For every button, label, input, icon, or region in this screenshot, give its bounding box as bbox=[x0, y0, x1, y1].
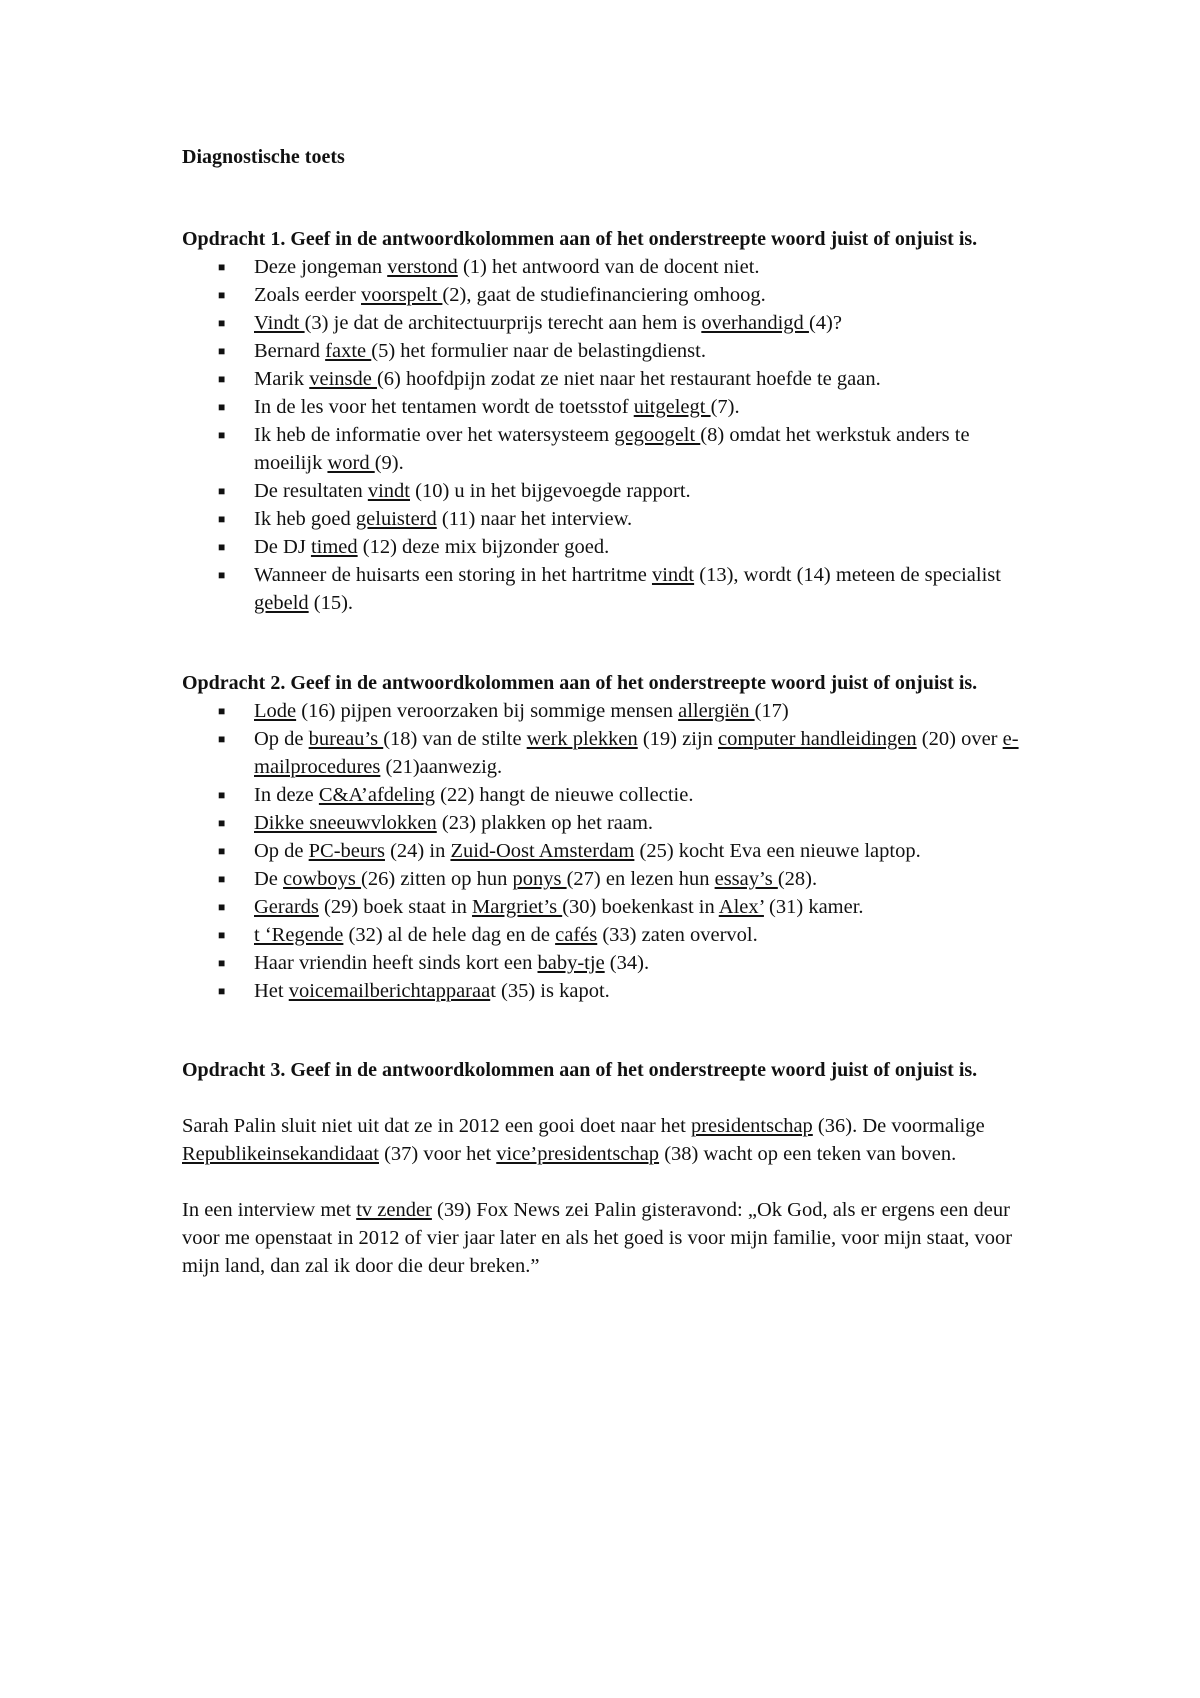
list-item bbox=[218, 893, 1032, 921]
underlined-word: verstond bbox=[387, 256, 458, 278]
square-bullet-icon: ■ bbox=[218, 900, 226, 914]
section-2-heading: Opdracht 2. Geef in de antwoordkolommen aan of het onderstreepte woord juist of onjuist is. bbox=[182, 672, 978, 694]
square-bullet-icon: ■ bbox=[218, 788, 226, 802]
text-segment: (20) over bbox=[916, 728, 1003, 750]
text-segment: (12) deze mix bijzonder goed. bbox=[357, 536, 610, 558]
text-segment: (34). bbox=[604, 952, 650, 974]
underlined-word: baby-tje bbox=[537, 952, 605, 974]
underlined-word: cowboys bbox=[283, 868, 362, 890]
underlined-word: bureau’s bbox=[308, 728, 384, 750]
list-item bbox=[218, 809, 1032, 837]
underlined-word: word bbox=[327, 452, 375, 474]
underlined-word: uitgelegt bbox=[633, 396, 711, 418]
underlined-word: computer handleidingen bbox=[717, 728, 917, 750]
underlined-word: presidentschap bbox=[690, 1115, 813, 1137]
text-segment: Het bbox=[254, 980, 289, 1002]
text-segment: (30) boekenkast in bbox=[562, 896, 719, 918]
underlined-word: werk plekken bbox=[526, 728, 638, 750]
text-segment: (18) van de stilte bbox=[383, 728, 527, 750]
underlined-word: C&A’afdeling bbox=[318, 784, 436, 806]
text-segment: (23) plakken op het raam. bbox=[436, 812, 654, 834]
text-segment: (19) zijn bbox=[637, 728, 718, 750]
text-segment: (5) het formulier naar de belastingdienst. bbox=[371, 340, 706, 362]
list-item bbox=[218, 505, 1032, 533]
list-item bbox=[218, 309, 1032, 337]
list-item bbox=[218, 865, 1032, 893]
text-segment: (32) al de hele dag en de bbox=[343, 924, 556, 946]
text-segment: Ik heb de informatie over het watersysteem bbox=[254, 424, 615, 446]
text-segment: Wanneer de huisarts een storing in het hartritme bbox=[254, 564, 652, 586]
list-item bbox=[218, 781, 1032, 809]
underlined-word: t ‘Regende bbox=[254, 924, 344, 946]
square-bullet-icon: ■ bbox=[218, 928, 226, 942]
list-item bbox=[218, 365, 1032, 393]
square-bullet-icon: ■ bbox=[218, 956, 226, 970]
text-segment: (4)? bbox=[808, 312, 842, 334]
list-item bbox=[218, 337, 1032, 365]
square-bullet-icon: ■ bbox=[218, 816, 226, 830]
document-title: Diagnostische toets bbox=[182, 146, 345, 168]
text-segment: (13), wordt (14) meteen de specialist bbox=[694, 564, 1001, 586]
underlined-word: allergiën bbox=[678, 700, 755, 722]
list-item bbox=[218, 837, 1032, 865]
list-item bbox=[218, 477, 1032, 505]
underlined-word: Dikke sneeuwvlokken bbox=[254, 812, 437, 834]
text-segment: (38) wacht op een teken van boven. bbox=[659, 1143, 957, 1165]
section-2-list bbox=[182, 697, 1032, 1005]
list-item bbox=[218, 253, 1032, 281]
square-bullet-icon: ■ bbox=[218, 704, 226, 718]
underlined-word: faxte bbox=[325, 340, 372, 362]
underlined-word: voicemailberichtapparaa bbox=[288, 980, 491, 1002]
text-segment: (39) Fox News zei Palin gisteravond: „Ok God, als er ergens een deur voor me openstaat in 2012 of vier jaar later en als het goed is voor mijn familie, voor mijn staat, voor mijn land, dan zal ik door die deur breken.” bbox=[182, 1199, 1013, 1277]
underlined-word: tv zender bbox=[356, 1199, 432, 1221]
text-segment: (26) zitten op hun bbox=[361, 868, 513, 890]
list-item bbox=[218, 697, 1032, 725]
underlined-word: essay’s bbox=[714, 868, 778, 890]
text-segment: De bbox=[254, 868, 284, 890]
underlined-word: ponys bbox=[512, 868, 567, 890]
underlined-word: gegoogelt bbox=[614, 424, 701, 446]
underlined-word: vindt bbox=[367, 480, 410, 502]
underlined-word: timed bbox=[310, 536, 358, 558]
square-bullet-icon: ■ bbox=[218, 512, 226, 526]
text-segment: Bernard bbox=[254, 340, 326, 362]
section-3-paragraph bbox=[182, 1196, 1032, 1280]
underlined-word: overhandigd bbox=[701, 312, 809, 334]
underlined-word: veinsde bbox=[309, 368, 377, 390]
text-segment: (33) zaten overvol. bbox=[597, 924, 758, 946]
underlined-word: Alex’ bbox=[718, 896, 764, 918]
text-segment: (24) in bbox=[384, 840, 451, 862]
text-segment: (2), gaat de studiefinanciering omhoog. bbox=[442, 284, 766, 306]
text-segment: (15). bbox=[308, 592, 354, 614]
square-bullet-icon: ■ bbox=[218, 540, 226, 554]
list-item bbox=[218, 421, 1032, 477]
list-item bbox=[218, 977, 1032, 1005]
text-segment: Haar vriendin heeft sinds kort een bbox=[254, 952, 538, 974]
underlined-word: Lode bbox=[254, 700, 297, 722]
square-bullet-icon: ■ bbox=[218, 872, 226, 886]
section-1-heading: Opdracht 1. Geef in de antwoordkolommen aan of het onderstreepte woord juist of onjuist is. bbox=[182, 228, 978, 250]
text-segment: (6) hoofdpijn zodat ze niet naar het restaurant hoefde te gaan. bbox=[376, 368, 881, 390]
text-segment: (11) naar het interview. bbox=[436, 508, 633, 530]
text-segment: Sarah Palin sluit niet uit dat ze in 2012 een gooi doet naar het bbox=[182, 1115, 691, 1137]
list-item bbox=[218, 393, 1032, 421]
underlined-word: voorspelt bbox=[361, 284, 443, 306]
text-segment: Marik bbox=[254, 368, 310, 390]
list-item bbox=[218, 281, 1032, 309]
square-bullet-icon: ■ bbox=[218, 568, 226, 582]
list-item bbox=[218, 921, 1032, 949]
text-segment: Ik heb goed bbox=[254, 508, 356, 530]
text-segment: (16) pijpen veroorzaken bij sommige mensen bbox=[296, 700, 679, 722]
square-bullet-icon: ■ bbox=[218, 288, 226, 302]
text-segment: (36). De voormalige bbox=[812, 1115, 985, 1137]
underlined-word: Zuid-Oost Amsterdam bbox=[450, 840, 635, 862]
square-bullet-icon: ■ bbox=[218, 428, 226, 442]
square-bullet-icon: ■ bbox=[218, 844, 226, 858]
text-segment: (1) het antwoord van de docent niet. bbox=[457, 256, 760, 278]
text-segment: In een interview met bbox=[182, 1199, 357, 1221]
list-item bbox=[218, 949, 1032, 977]
text-segment: (10) u in het bijgevoegde rapport. bbox=[410, 480, 691, 502]
text-segment: Deze jongeman bbox=[254, 256, 388, 278]
text-segment: De DJ bbox=[254, 536, 311, 558]
underlined-word: vindt bbox=[651, 564, 695, 586]
square-bullet-icon: ■ bbox=[218, 732, 226, 746]
list-item bbox=[218, 533, 1032, 561]
text-segment: (8) omdat het werkstuk anders te moeilijk bbox=[254, 424, 970, 474]
list-item bbox=[218, 725, 1032, 781]
section-3-paragraph bbox=[182, 1112, 1032, 1168]
text-segment: In deze bbox=[254, 784, 319, 806]
text-segment: In de les voor het tentamen wordt de toetsstof bbox=[254, 396, 634, 418]
text-segment: (27) en lezen hun bbox=[566, 868, 715, 890]
text-segment: (7). bbox=[710, 396, 740, 418]
text-segment: Op de bbox=[254, 728, 309, 750]
text-segment: (22) hangt de nieuwe collectie. bbox=[435, 784, 694, 806]
square-bullet-icon: ■ bbox=[218, 316, 226, 330]
section-1-list bbox=[182, 253, 1032, 617]
text-segment: (31) kamer. bbox=[763, 896, 864, 918]
underlined-word: geluisterd bbox=[355, 508, 437, 530]
section-3-heading: Opdracht 3. Geef in de antwoordkolommen aan of het onderstreepte woord juist of onjuist is. bbox=[182, 1059, 978, 1081]
square-bullet-icon: ■ bbox=[218, 984, 226, 998]
document-content bbox=[182, 143, 1032, 1280]
underlined-word: vice’presidentschap bbox=[496, 1143, 660, 1165]
underlined-word: gebeld bbox=[254, 592, 309, 614]
text-segment: (9). bbox=[374, 452, 404, 474]
text-segment: (3) je dat de architectuurprijs terecht aan hem is bbox=[304, 312, 702, 334]
text-segment: Op de bbox=[254, 840, 309, 862]
text-segment: Zoals eerder bbox=[254, 284, 361, 306]
text-segment: t (35) is kapot. bbox=[490, 980, 610, 1002]
text-segment: (17) bbox=[754, 700, 789, 722]
text-segment: (21)aanwezig. bbox=[380, 756, 503, 778]
square-bullet-icon: ■ bbox=[218, 260, 226, 274]
underlined-word: Republikeinsekandidaat bbox=[182, 1143, 379, 1165]
text-segment: (25) kocht Eva een nieuwe laptop. bbox=[634, 840, 921, 862]
text-segment: (28). bbox=[777, 868, 818, 890]
list-item bbox=[218, 561, 1032, 617]
text-segment: De resultaten bbox=[254, 480, 368, 502]
text-segment: (37) voor het bbox=[378, 1143, 497, 1165]
text-segment: (29) boek staat in bbox=[318, 896, 473, 918]
square-bullet-icon: ■ bbox=[218, 484, 226, 498]
square-bullet-icon: ■ bbox=[218, 344, 226, 358]
underlined-word: e-mailprocedures bbox=[254, 728, 1019, 778]
underlined-word: Margriet’s bbox=[472, 896, 563, 918]
square-bullet-icon: ■ bbox=[218, 372, 226, 386]
square-bullet-icon: ■ bbox=[218, 400, 226, 414]
underlined-word: PC-beurs bbox=[308, 840, 385, 862]
underlined-word: Vindt bbox=[254, 312, 305, 334]
underlined-word: Gerards bbox=[254, 896, 319, 918]
underlined-word: cafés bbox=[555, 924, 598, 946]
